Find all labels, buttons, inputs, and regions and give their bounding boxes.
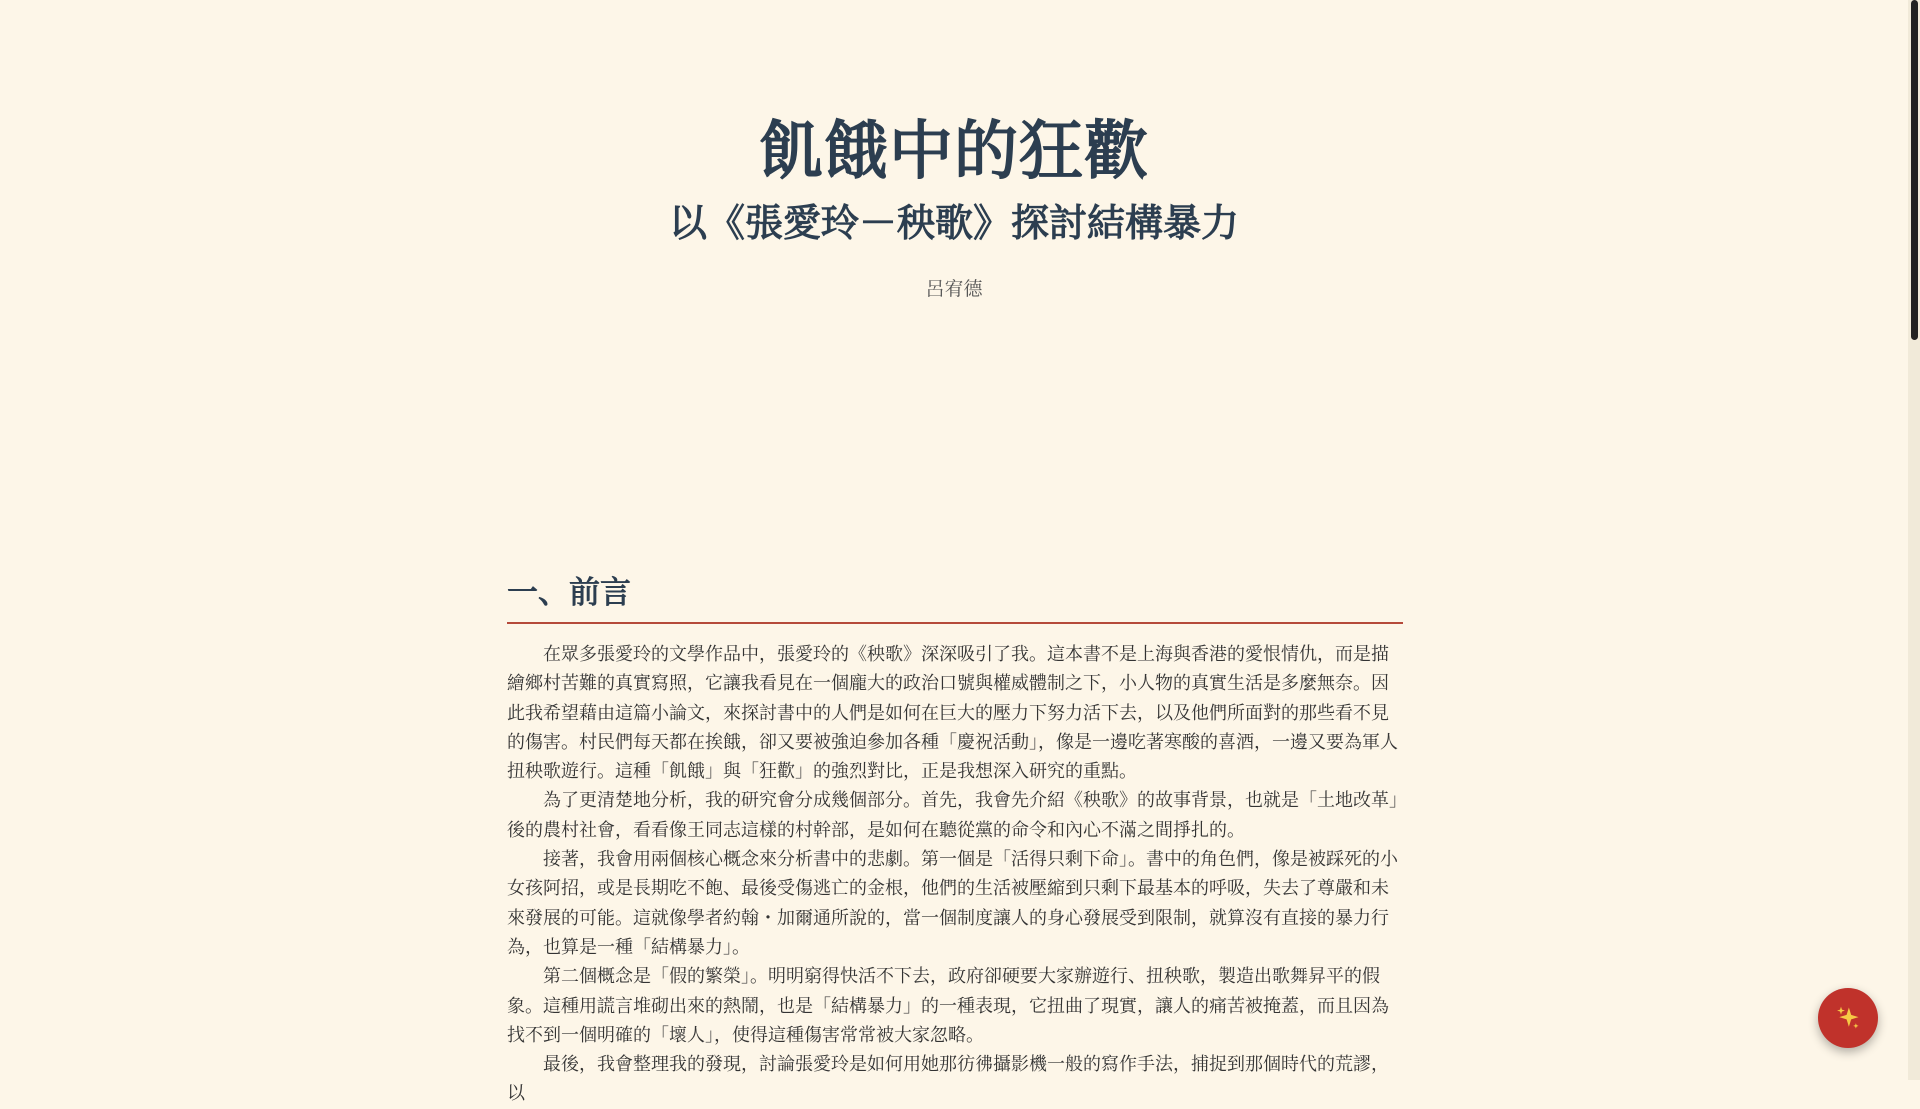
paragraph: 為了更清楚地分析，我的研究會分成幾個部分。首先，我會先介紹《秧歌》的故事背景，也就是「土地改革」後的農村社會，看看像王同志這樣的村幹部，是如何在聽從黨的命令和內心不滿之間掙扎的。: [507, 790, 1398, 841]
section-heading: 一、前言: [507, 572, 1403, 624]
ai-assistant-button[interactable]: [1818, 988, 1878, 1048]
sparkle-icon: [1834, 1004, 1862, 1032]
paragraph: 最後，我會整理我的發現，討論張愛玲是如何用她那彷彿攝影機一般的寫作手法，捕捉到那個時代的荒謬，以: [507, 1054, 1389, 1105]
page-title: 飢餓中的狂歡: [759, 115, 1149, 189]
paragraph: 在眾多張愛玲的文學作品中，張愛玲的《秧歌》深深吸引了我。這本書不是上海與香港的愛恨情仇，而是描繪鄉村苦難的真實寫照，它讓我看見在一個龐大的政治口號與權威體制之下，小人物的真實生活是多麼無奈。因此我希望藉由這篇小論文，來探討書中的人們是如何在巨大的壓力下努力活下去，以及他們所面對的那些看不見的傷害。村民們每天都在挨餓，卻又要被強迫參加各種「慶祝活動」，像是一邊吃著寒酸的喜酒，一邊又要為軍人扭秧歌遊行。這種「飢餓」與「狂歡」的強烈對比，正是我想深入研究的重點。: [507, 644, 1398, 783]
section-body: [507, 640, 1403, 1109]
article-content: [507, 572, 1403, 1109]
paragraph: 接著，我會用兩個核心概念來分析書中的悲劇。第一個是「活得只剩下命」。書中的角色們，像是被踩死的小女孩阿招，或是長期吃不飽、最後受傷逃亡的金根，他們的生活被壓縮到只剩下最基本的呼吸，失去了尊嚴和未來發展的可能。這就像學者約翰・加爾通所說的，當一個制度讓人的身心發展受到限制，就算沒有直接的暴力行為，也算是一種「結構暴力」。: [507, 849, 1398, 958]
page-subtitle: 以《張愛玲－秧歌》探討結構暴力: [668, 201, 1239, 245]
vertical-scrollbar[interactable]: [1908, 0, 1920, 1080]
scrollbar-thumb[interactable]: [1911, 0, 1918, 340]
author-name: 呂宥德: [925, 278, 983, 300]
paragraph: 第二個概念是「假的繁榮」。明明窮得快活不下去，政府卻硬要大家辦遊行、扭秧歌，製造出歌舞昇平的假象。這種用謊言堆砌出來的熱鬧，也是「結構暴力」的一種表現，它扭曲了現實，讓人的痛苦被掩蓋，而且因為找不到一個明確的「壞人」，使得這種傷害常常被大家忽略。: [507, 966, 1389, 1046]
